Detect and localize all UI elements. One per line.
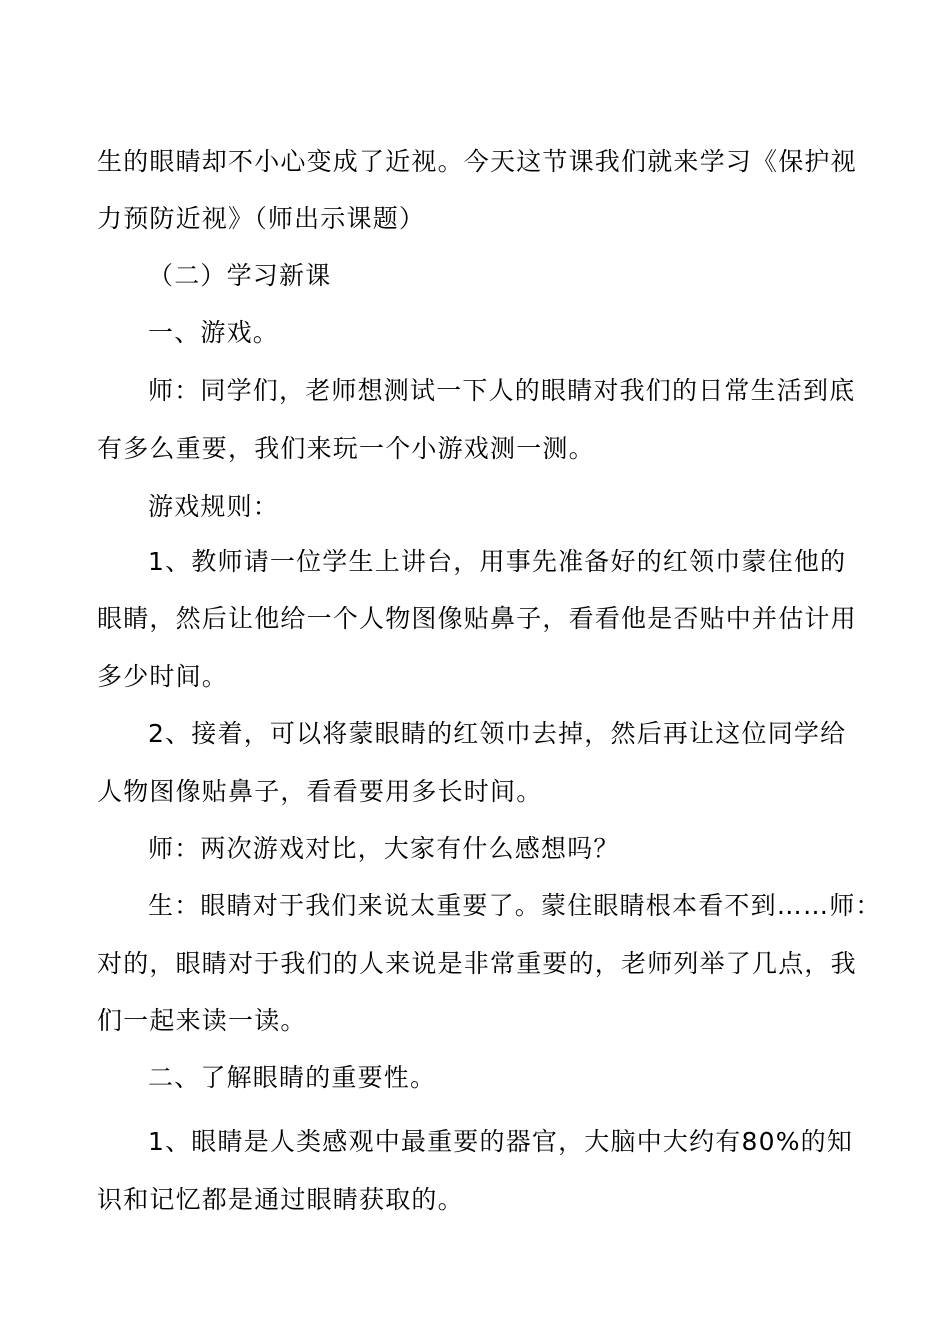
subsection-heading: 一、游戏。	[148, 318, 280, 347]
text-line: 有多么重要，我们来玩一个小游戏测一测。	[97, 434, 595, 463]
text-line: 们一起来读一读。	[97, 1006, 307, 1035]
text-line: 人物图像贴鼻子，看看要用多长时间。	[97, 777, 543, 806]
list-item-text: 1、教师请一位学生上讲台，用事先准备好的红领巾蒙住他的	[148, 547, 847, 576]
text-line: 对的，眼睛对于我们的人来说是非常重要的，老师列举了几点，我	[97, 949, 857, 978]
text-line: 识和记忆都是通过眼睛获取的。	[97, 1185, 464, 1214]
text-line: 生：眼睛对于我们来说太重要了。蒙住眼睛根本看不到……师：	[148, 891, 882, 920]
text-line: 师：同学们，老师想测试一下人的眼睛对我们的日常生活到底	[148, 376, 856, 405]
subsection-heading: 二、了解眼睛的重要性。	[148, 1063, 437, 1092]
text-line: 眼睛，然后让他给一个人物图像贴鼻子，看看他是否贴中并估计用	[97, 604, 857, 633]
list-item-text: 2、接着，可以将蒙眼睛的红领巾去掉，然后再让这位同学给	[148, 719, 847, 748]
list-item-text: 1、眼睛是人类感观中最重要的器官，大脑中大约有80%的知	[148, 1127, 854, 1156]
section-heading: （二）学习新课	[148, 261, 332, 290]
text-line: 师：两次游戏对比，大家有什么感想吗？	[148, 834, 620, 863]
text-line: 力预防近视》（师出示课题）	[97, 204, 426, 233]
text-line: 游戏规则：	[148, 492, 280, 521]
text-line: 多少时间。	[97, 662, 229, 691]
text-line: 生的眼睛却不小心变成了近视。今天这节课我们就来学习《保护视	[97, 147, 857, 176]
